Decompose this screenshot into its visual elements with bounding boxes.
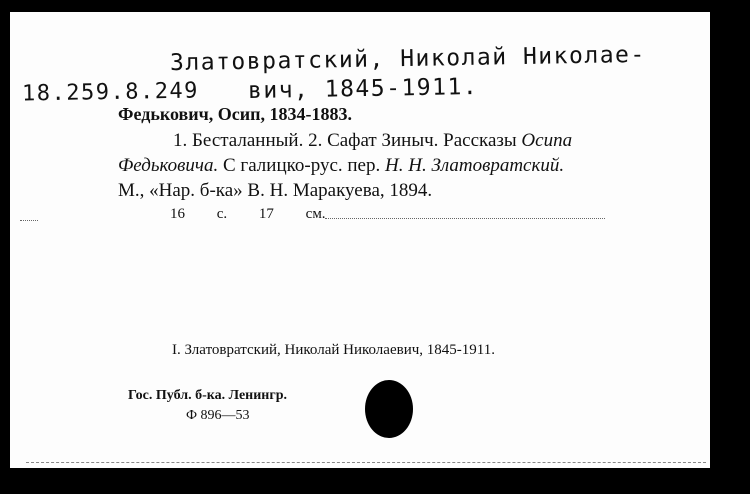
author-heading: Федькович, Осип, 1834-1883. <box>118 104 352 124</box>
handwritten-note-line2: вич, 1845-1911. <box>247 73 479 105</box>
library-stamp <box>365 380 413 438</box>
title-text: 1. Бесталанный. 2. Сафат Зиныч. Рассказы <box>173 130 517 151</box>
author-genitive: Осипа <box>521 130 573 151</box>
library-name: Гос. Публ. б-ка. Ленингр. <box>128 388 288 403</box>
title-line-1 <box>173 130 572 152</box>
imprint: М., «Нар. б-ка» В. Н. Маракуева, 1894. <box>118 180 433 201</box>
card-frame <box>708 12 750 494</box>
card-bottom-rule <box>26 462 706 463</box>
dotted-rule-left <box>20 220 38 222</box>
library-code: Ф 896—53 <box>186 408 250 423</box>
author-genitive-cont: Федьковича. <box>118 155 219 176</box>
shelfmark: 18.259.8.249 <box>21 78 200 107</box>
translation-note: С галицко-рус. пер. <box>222 155 381 176</box>
catalog-card <box>10 12 710 468</box>
translator: Н. Н. Златовратский. <box>385 155 565 176</box>
title-line-2 <box>118 155 564 177</box>
handwritten-note-line1: Златовратский, Николай Николае- <box>169 41 646 77</box>
collation: 16 с. 17 см. <box>170 206 326 222</box>
dotted-rule <box>325 218 605 220</box>
added-entry: I. Златовратский, Николай Николаевич, 1845-1911. <box>172 342 495 358</box>
